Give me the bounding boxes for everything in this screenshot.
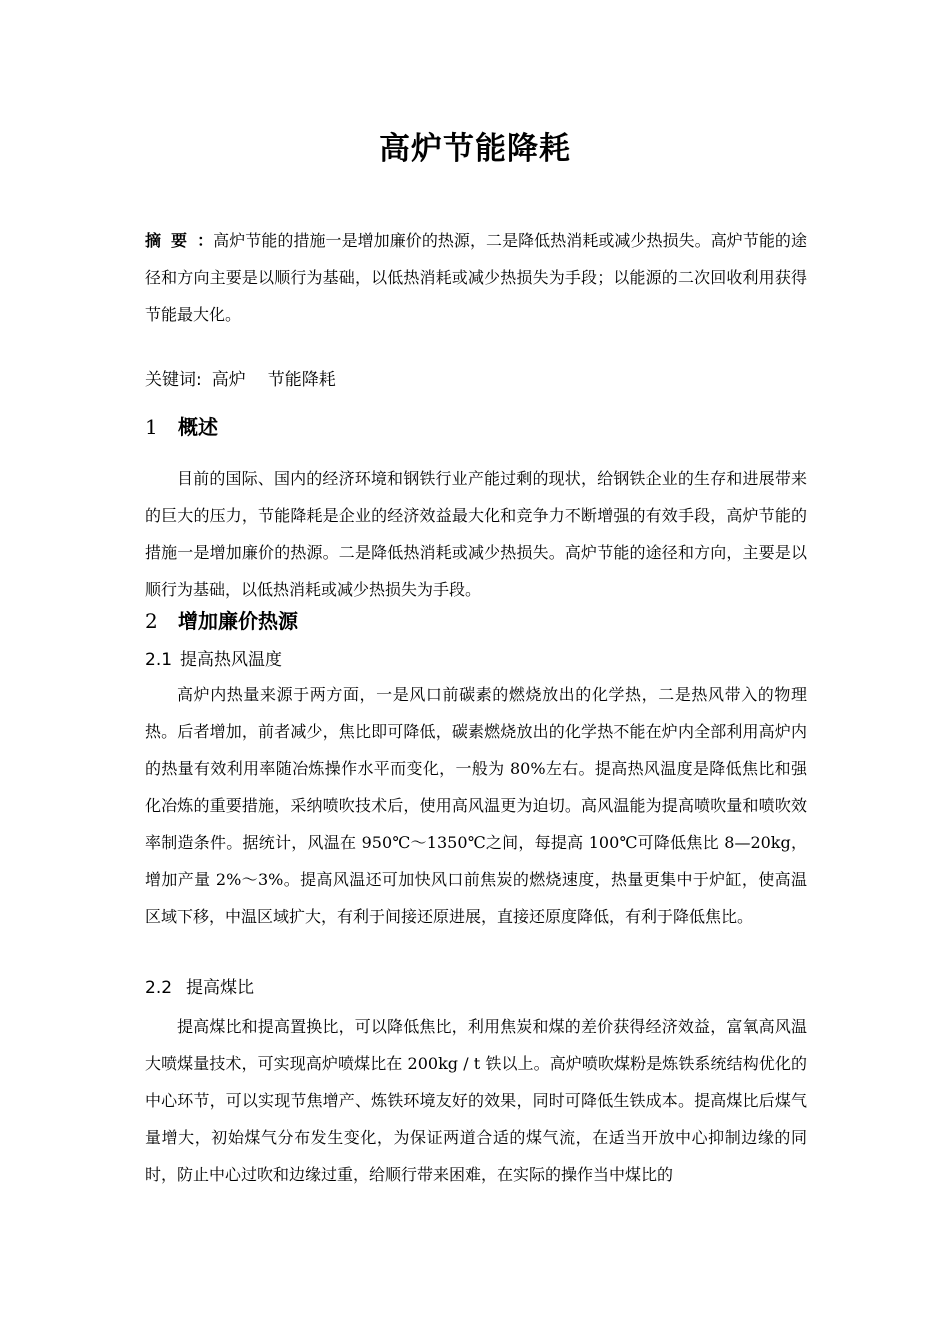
subsection-number: 2.1 [145,650,173,670]
keyword-item: 高炉 [211,370,246,390]
subsection-title: 提高煤比 [186,978,255,998]
section-1-heading [145,412,218,442]
subsection-number: 2.2 [145,978,173,998]
section-number: 1 [145,415,158,439]
subsection-2-1-heading [145,647,282,673]
abstract-paragraph [145,222,807,333]
section-2-heading [145,606,298,636]
keyword-item: 节能降耗 [267,370,336,390]
document-title: 高炉节能降耗 [379,131,571,167]
keywords-line [145,366,336,394]
subsection-2-2-heading [145,975,254,1001]
section-1-paragraph: 目前的国际、国内的经济环境和钢铁行业产能过剩的现状，给钢铁企业的生存和进展带来的巨大的压力，节能降耗是企业的经济效益最大化和竞争力不断增强的有效手段，高炉节能的措施一是增加廉价的热源。二是降低热消耗或减少热损失。高炉节能的途径和方向，主要是以顺行为基础，以低热消耗或减少热损失为手段。 [145,469,807,599]
subsection-2-1-paragraph: 高炉内热量来源于两方面，一是风口前碳素的燃烧放出的化学热，二是热风带入的物理热。后者增加，前者减少，焦比即可降低，碳素燃烧放出的化学热不能在炉内全部利用高炉内的热量有效利用率随冶炼操作水平而变化，一般为 80%左右。提高热风温度是降低焦比和强化冶炼的重要措施，采纳喷吹技术后，使用高风温更为迫切。高风温能为提高喷吹量和喷吹效率制造条件。据统计，风温在 950℃～1350℃之间，每提高 100℃可降低焦比 8—20kg，增加产量 2%～3%。提高风温还可加快风口前焦炭的燃烧速度，热量更集中于炉缸，使高温区域下移，中温区域扩大，有利于间接还原进展，直接还原度降低，有利于降低焦比。 [145,685,807,926]
section-title: 增加廉价热源 [178,609,298,633]
keywords-label: 关键词: [145,370,202,390]
subsection-title: 提高热风温度 [180,650,283,670]
section-number: 2 [145,609,158,633]
subsection-2-2-paragraph: 提高煤比和提高置换比，可以降低焦比，利用焦炭和煤的差价获得经济效益，富氧高风温大喷煤量技术，可实现高炉喷煤比在 200kg / t 铁以上。高炉喷吹煤粉是炼铁系统结构优化的中心环节，可以实现节焦增产、炼铁环境友好的效果，同时可降低生铁成本。提高煤比后煤气量增大，初始煤气分布发生变化，为保证两道合适的煤气流，在适当开放中心抑制边缘的同时，防止中心过吹和边缘过重，给顺行带来困难，在实际的操作当中煤比的 [145,1017,807,1184]
abstract-colon: ： [197,231,214,250]
abstract-label: 摘要 [145,231,198,250]
abstract-text: 高炉节能的措施一是增加廉价的热源，二是降低热消耗或减少热损失。高炉节能的途径和方向主要是以顺行为基础，以低热消耗或减少热损失为手段；以能源的二次回收利用获得节能最大化。 [145,231,807,324]
section-title: 概述 [178,415,218,439]
